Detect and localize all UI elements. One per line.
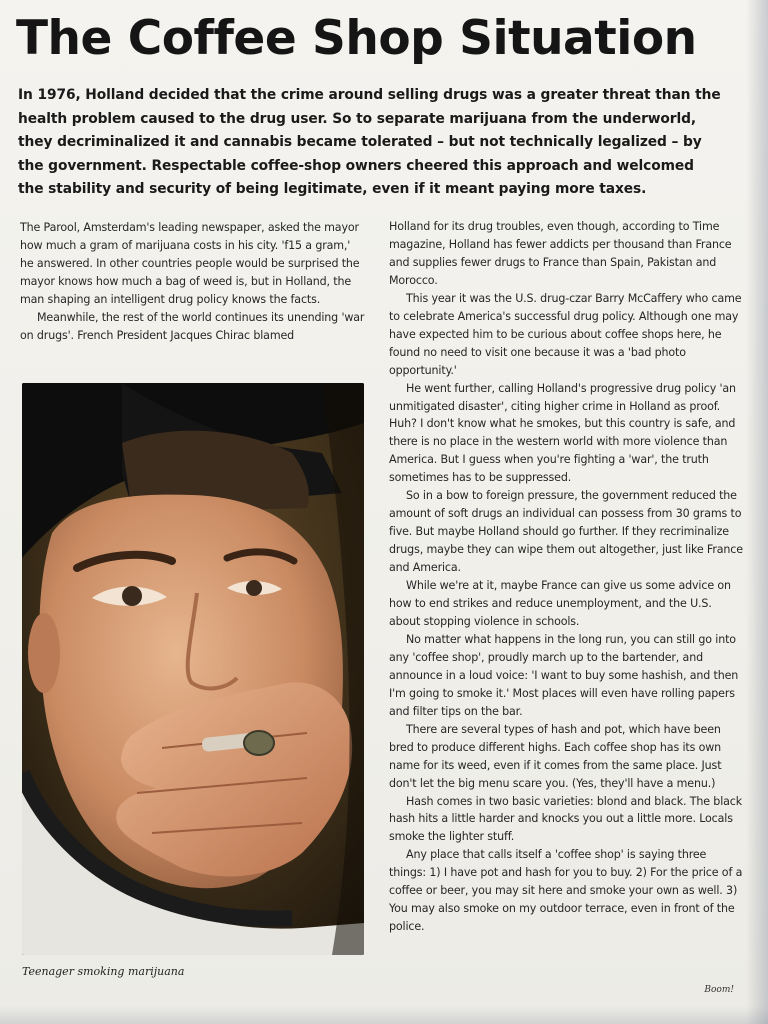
paragraph: So in a bow to foreign pressure, the government reduced the amount of soft drugs an individual can possess from 30 grams to five. But maybe Holland should go further. If they recriminalize drugs, maybe they can wipe them out altogether, just like France and America. [389,489,743,575]
paragraph: He went further, calling Holland's progressive drug policy 'an unmitigated disaster', citing higher crime in Holland as proof. Huh? I don't know what he smokes, but this country is safe, and there is no place in the western world with more violence than America. But I guess when you're fighting a 'war', the truth sometimes has to be suppressed. [389,381,736,485]
page-edge-shadow [746,0,768,1024]
paragraph: While we're at it, maybe France can give us some advice on how to end strikes and reduce unemployment, and the U.S. about stopping violence in schools. [389,579,731,628]
article-title: The Coffee Shop Situation [16,11,697,66]
teenager-photo [22,383,364,955]
paragraph: Any place that calls itself a 'coffee shop' is saying three things: 1) I have pot and hash for you to buy. 2) For the price of a coffee or beer, you may sit here and smoke your own as well. 3) You may also smoke on my outdoor terrace, even in front of the police. [389,848,743,934]
paragraph: Hash comes in two basic varieties: blond and black. The black hash hits a little harder and knocks you out a little more. Locals smoke the lighter stuff. [389,794,743,844]
article-intro: In 1976, Holland decided that the crime around selling drugs was a greater threat than the health problem caused to the drug user. So to separate marijuana from the underworld, they decriminalized it and cannabis became tolerated – but not technically legalized – by the government. Respectable coffee-shop owners cheered this approach and welcomed the stability and security of being legitimate, even if it meant paying more taxes. [18,87,721,197]
paragraph: The Parool, Amsterdam's leading newspaper, asked the mayor how much a gram of marijuana costs in his city. 'f15 a gram,' he answered. In other countries people would be surprised the mayor knows how much a bag of weed is, but in Holland, the man shaping an intelligent drug policy knows the facts. [20,221,360,306]
article-signoff: Boom! [704,985,734,995]
paragraph: There are several types of hash and pot, which have been bred to produce different highs. Each coffee shop has its own name for its weed, even if it comes from the same place. Just don't let the big menu scare you. (Yes, they'll have a menu.) [389,722,722,790]
paragraph: Meanwhile, the rest of the world continues its unending 'war on drugs'. French President Jacques Chirac blamed [20,310,365,342]
photo-caption: Teenager smoking marijuana [22,965,185,978]
paragraph: No matter what happens in the long run, you can still go into any 'coffee shop', proudly march up to the bartender, and announce in a loud voice: 'I want to buy some hashish, and then I'm going to smoke it.' Most places will even have rolling papers and filter tips on the bar. [389,632,739,718]
page-edge-bottom [0,1006,768,1024]
paragraph: This year it was the U.S. drug-czar Barry McCaffery who came to celebrate America's successful drug policy. Although one may have expected him to be curious about coffee shops here, he found no need to visit one because it was a 'bad photo opportunity.' [389,291,742,377]
left-column [20,219,365,345]
right-column [389,218,743,936]
paragraph: Holland for its drug troubles, even though, according to Time magazine, Holland has fewer addicts per thousand than France and supplies fewer drugs to France than Spain, Pakistan and Morocco. [389,220,732,287]
